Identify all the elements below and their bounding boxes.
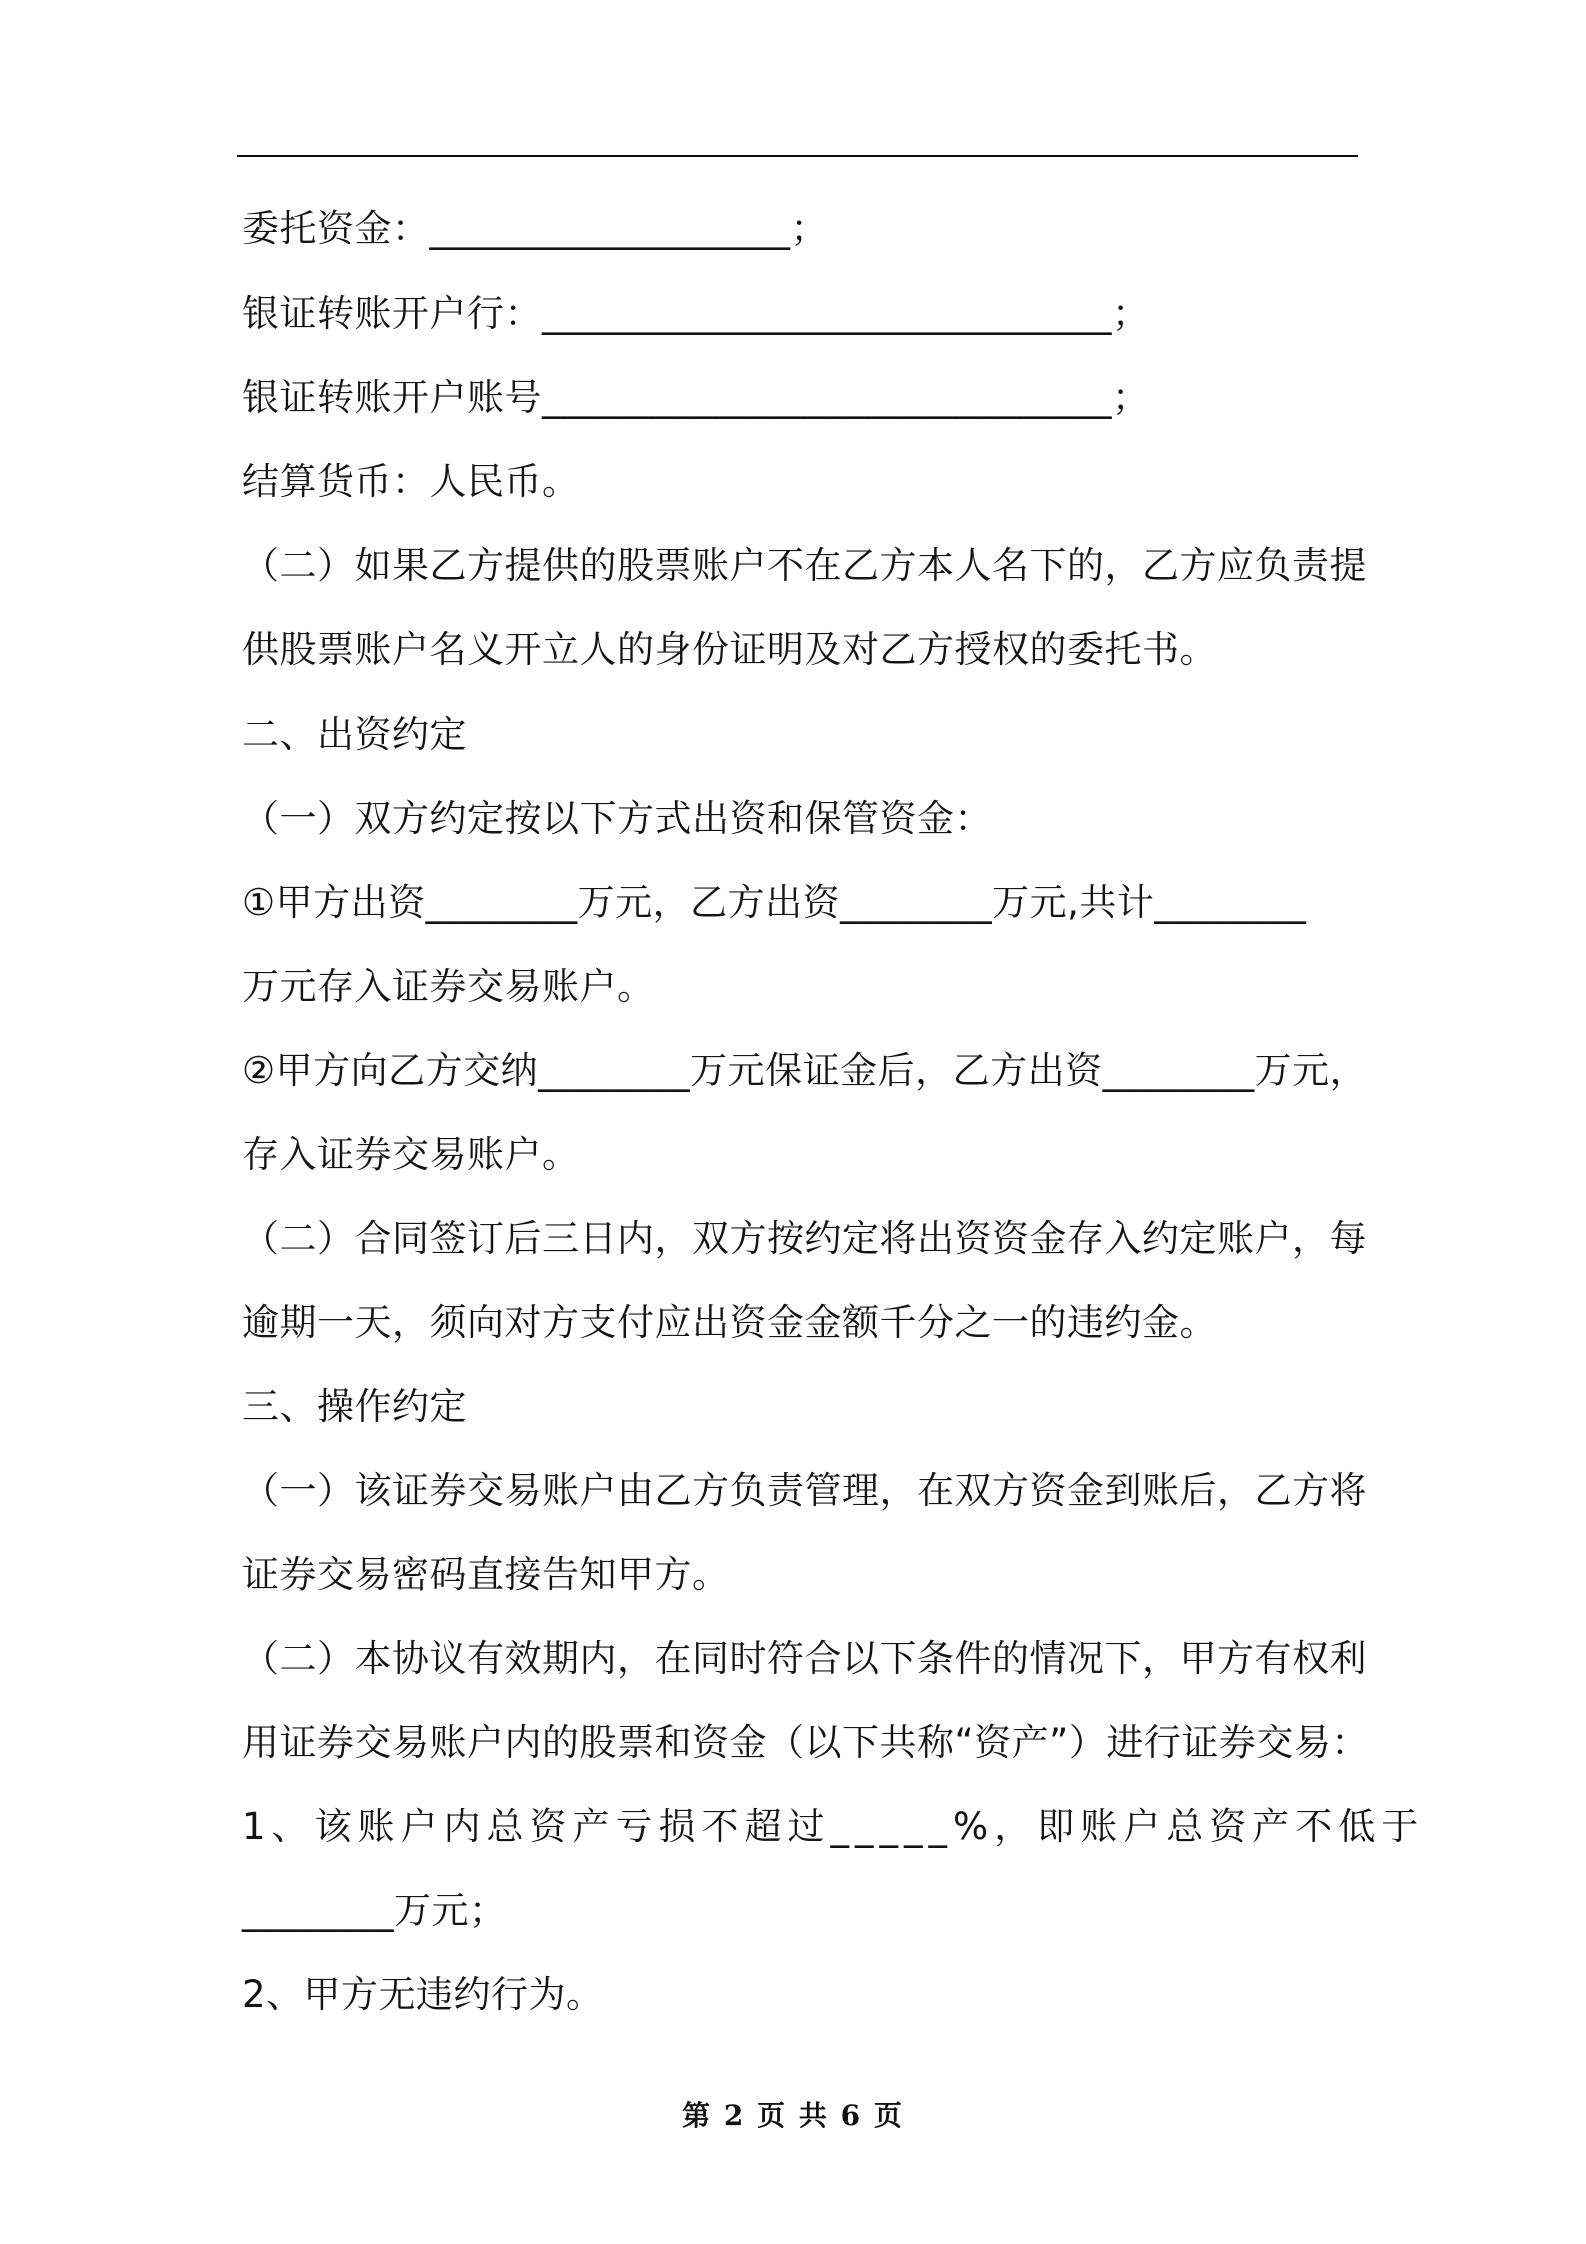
bank-account-line: 银证转账开户账号______________________________； — [242, 376, 1150, 419]
paragraph-line: 证券交易密码直接告知甲方。 — [242, 1553, 730, 1596]
page-number-footer: 第 2 页 共 6 页 — [682, 2099, 904, 2132]
paragraph-line: （二）如果乙方提供的股票账户不在乙方本人名下的，乙方应负责提 — [242, 544, 1367, 587]
paragraph-line: ①甲方出资________万元，乙方出资________万元,共计________ — [242, 881, 1307, 924]
paragraph-line: ②甲方向乙方交纳________万元保证金后，乙方出资________万元， — [242, 1049, 1368, 1092]
paragraph-line: （二）合同签订后三日内，双方按约定将出资资金存入约定账户，每 — [242, 1217, 1367, 1260]
section-heading-operation: 三、操作约定 — [242, 1385, 467, 1428]
condition-2-line: 2、甲方无违约行为。 — [242, 1973, 604, 2016]
paragraph-line: 存入证券交易账户。 — [242, 1133, 580, 1176]
paragraph-line: （二）本协议有效期内，在同时符合以下条件的情况下，甲方有权利 — [242, 1637, 1367, 1680]
paragraph-line: （一）双方约定按以下方式出资和保管资金： — [242, 797, 992, 840]
bank-branch-line: 银证转账开户行：______________________________； — [242, 292, 1150, 335]
header-rule — [237, 155, 1358, 157]
paragraph-line: 供股票账户名义开立人的身份证明及对乙方授权的委托书。 — [242, 628, 1217, 671]
condition-1-continuation: ________万元； — [242, 1889, 507, 1932]
paragraph-line: 万元存入证券交易账户。 — [242, 965, 655, 1008]
paragraph-line: 逾期一天，须向对方支付应出资金金额千分之一的违约金。 — [242, 1301, 1217, 1344]
currency-line: 结算货币：人民币。 — [242, 460, 580, 503]
paragraph-line: （一）该证券交易账户由乙方负责管理，在双方资金到账后，乙方将 — [242, 1469, 1367, 1512]
section-heading-capital: 二、出资约定 — [242, 713, 467, 756]
entrusted-funds-line: 委托资金：___________________； — [242, 207, 828, 250]
paragraph-line: 用证券交易账户内的股票和资金（以下共称“资产”）进行证券交易： — [242, 1721, 1369, 1764]
condition-1-line: 1、该账户内总资产亏损不超过_____%，即账户总资产不低于 — [242, 1805, 1425, 1848]
